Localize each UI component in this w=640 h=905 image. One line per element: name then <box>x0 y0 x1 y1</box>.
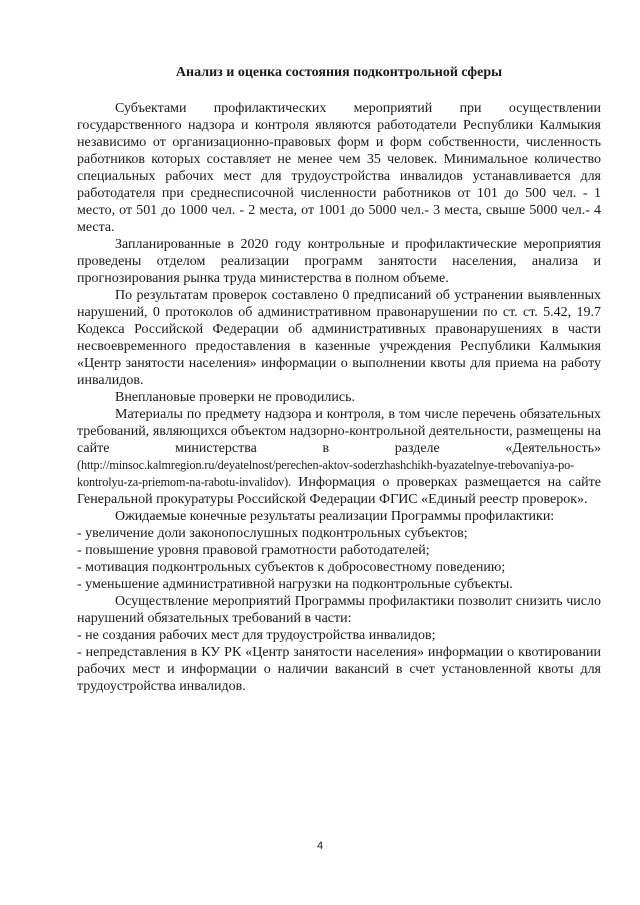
list-item: - мотивация подконтрольных субъектов к добросовестному поведению; <box>77 560 506 575</box>
paragraph-expected-results: Ожидаемые конечные результаты реализации Программы профилактики: <box>115 509 555 524</box>
list-item: - повышение уровня правовой грамотности работодателей; <box>77 543 430 558</box>
paragraph-materials <box>77 406 601 508</box>
document-body <box>77 64 601 695</box>
page-number: 4 <box>316 840 324 852</box>
materials-text: Материалы по предмету надзора и контроля, в том числе перечень обязательных требований, являющихся объектом надзорно-контрольной деятельности, размещены на сайте министерства в разделе «Деятельность» <box>77 407 601 456</box>
paragraph-program-effect: Осуществление мероприятий Программы профилактики позволит снизить число нарушений обязательных требований в части: <box>77 594 601 626</box>
materials-info-text: Информация о проверках размещается на сайте Генеральной прокуратуры Российской Федерации ФГИС «Единый реестр проверок». <box>77 475 601 507</box>
list-item: - уменьшение административной нагрузки на подконтрольные субъекты. <box>77 577 513 592</box>
paragraph-inspection-results: По результатам проверок составлено 0 предписаний об устранении выявленных нарушений, 0 протоколов об административном правонарушении по ст. ст. 5.42, 19.7 Кодекса Российской Федерации об административных правонарушениях в части несвоевременного предоставления в казенные учреждения Республики Калмыкия «Центр занятости населения» информации о выполнении квоты для приема на работу инвалидов. <box>77 288 601 388</box>
list-item: - увеличение доли законопослушных подконтрольных субъектов; <box>77 526 468 541</box>
paragraph-planned-measures: Запланированные в 2020 году контрольные и профилактические мероприятия проведены отделом реализации программ занятости населения, анализа и прогнозирования рынка труда министерства в полном объеме. <box>77 237 601 286</box>
paragraph-subjects: Субъектами профилактических мероприятий при осуществлении государственного надзора и контроля являются работодатели Республики Калмыкия независимо от организационно-правовых форм и форм собственности, численность работников которых составляет не менее чем 35 человек. Минимальное количество специальных рабочих мест для трудоустройства инвалидов устанавливается для работодателя при среднесписочной численности работников от 101 до 500 чел. - 1 место, от 501 до 1000 чел. - 2 места, от 1001 до 5000 чел.- 3 места, свыше 5000 чел.- 4 места. <box>77 101 601 235</box>
document-title: Анализ и оценка состояния подконтрольной сферы <box>175 65 503 80</box>
paragraph-unscheduled-inspections: Внеплановые проверки не проводились. <box>115 390 355 405</box>
ministry-site-link[interactable]: (http://minsoc.kalmregion.ru/deyatelnost/perechen-aktov-soderzhashchikh-byazatelnye-trebovaniya-po-kontrolyu-za-priemom-na-rabotu-invalidov). <box>77 458 575 489</box>
list-item: - не создания рабочих мест для трудоустройства инвалидов; <box>77 628 436 643</box>
list-item: - непредставления в КУ РК «Центр занятости населения» информации о квотировании рабочих мест и информации о наличии вакансий в счет установленной квоты для трудоустройства инвалидов. <box>77 645 601 694</box>
